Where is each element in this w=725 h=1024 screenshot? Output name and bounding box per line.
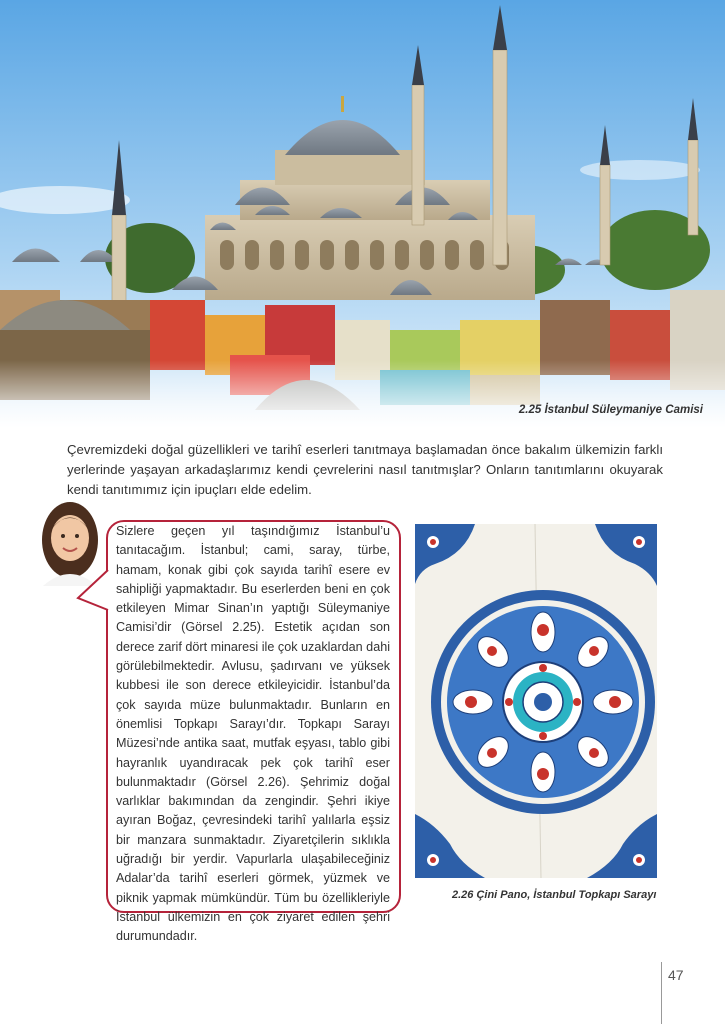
hero-caption: 2.25 İstanbul Süleymaniye Camisi — [518, 404, 703, 416]
page-number: 47 — [668, 967, 684, 983]
tile-caption: 2.26 Çini Pano, İstanbul Topkapı Sarayı — [452, 889, 657, 901]
hero-photo — [0, 0, 725, 428]
speech-bubble-tail — [76, 566, 110, 612]
page-number-divider — [661, 962, 662, 1024]
intro-paragraph: Çevremizdeki doğal güzellikleri ve tarihî eserleri tanıtmaya başlamadan önce bakalım ülkemizin farklı yerlerinde yaşayan arkadaşlarımız kendi çevrelerini nasıl tanıtmışlar? Onların tanıtımlarını okuyarak kendi tanıtımımız için ipuçları elde edelim. — [67, 442, 663, 497]
iznik-tile-panel — [415, 524, 657, 878]
speech-text: Sizlere geçen yıl taşındığımız İstanbul’u tanıtacağım. İstanbul; cami, saray, türbe, hamam, konak gibi çok sayıda tarihî esere ev sahipliği yapmaktadır. Bu eserlerden beni en çok etkileyen Mimar Sinan’ın yaptığı Süleymaniye Camisi’dir (Görsel 2.25). Estetik açıdan son derece zarif dört minaresi ile çok uzaklardan dahi görülebilmektedir. Avlusu, şadırvanı ve yüksek kubbesi ile son derece etkileyicidir. İstanbul’da çok sayıda müze bulunmaktadır. Bunların en önemlisi Topkapı Sarayı’dır. Topkapı Sarayı Müzesi’nde antika saat, mutfak eşyası, tablo gibi hayranlık uyandıracak pek çok tarihî eser bulunmaktadır (Görsel 2.26). Şehrimiz doğal varlıklar bakımından da zengindir. Şehri ikiye ayıran Boğaz, çevresindeki tarihî yalılarla eşsiz bir manzara sunmaktadır. Ziyaretçilerin sıklıkla uğradığı bir yerdir. Vapurlarla ulaşabileceğiniz Adalar’da tarihî eserleri görmek, yüzmek ve piknik yapmak mümkündür. Tüm bu özellikleriyle İstanbul ülkemizin en çok ziyaret edilen şehri durumundadır. — [116, 524, 390, 944]
suleymaniye-mosque-illustration — [0, 0, 725, 428]
